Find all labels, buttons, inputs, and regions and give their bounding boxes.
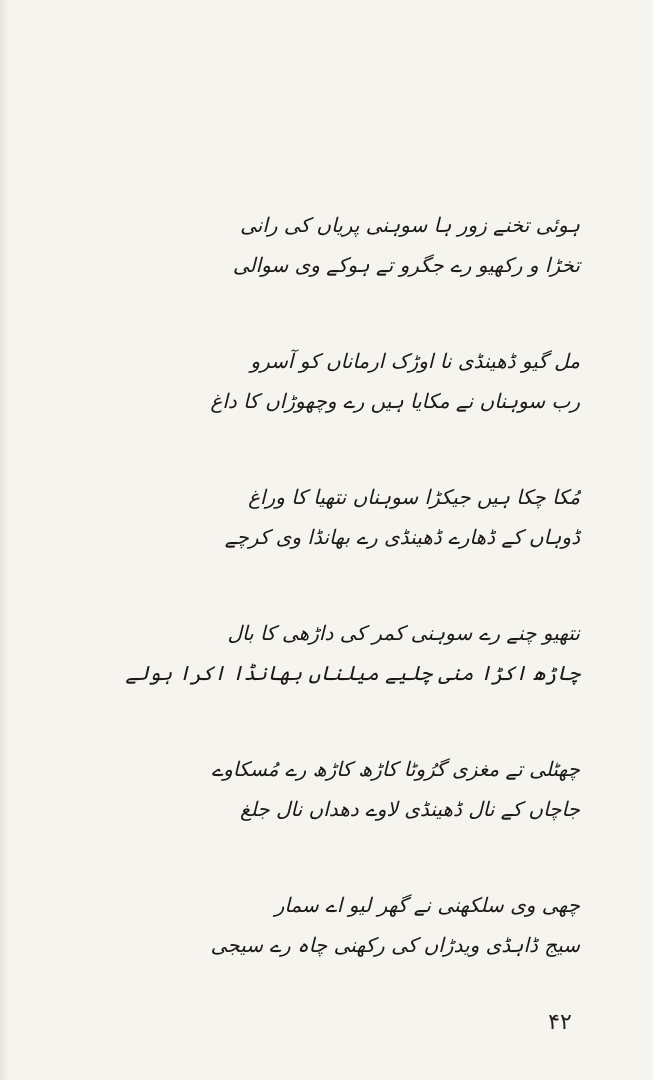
stanza xyxy=(110,885,580,965)
verse-line: سیج ڈاہڈی ویدڑاں کی رکھنی چاہ رے سیجی xyxy=(210,933,580,957)
stanza xyxy=(110,341,580,421)
verse-line: جاچاں کے نال ڈھینڈی لاوے دھداں نال جلغ xyxy=(239,797,580,821)
page-edge xyxy=(653,0,657,1080)
verse-line: ہوئی تخنے زور ہا سوہنی پریاں کی رانی xyxy=(240,213,580,237)
verse-line: نتھیو چنے رے سوہنی کمر کی داڑھی کا بال xyxy=(227,621,580,645)
verse-line: تخڑا و رکھیو رے جگرو تے ہوکے وی سوالی xyxy=(232,253,580,277)
verse-line: رب سوہناں نے مکایا ہیں رے وچھوڑاں کا داغ xyxy=(210,389,580,413)
verse-line: چاڑھ اکڑا منی چلیے میلناں بھانڈا اکرا ہولے xyxy=(125,661,580,685)
stanza xyxy=(110,749,580,829)
stanza xyxy=(110,613,580,693)
page-number: ۴۲ xyxy=(548,1010,572,1035)
verse-line: مُکا چکا ہیں جیکڑا سوہناں نتھیا کا وراغ xyxy=(248,485,580,509)
verse-line: ڈوہاں کے ڈھارے ڈھینڈی رے بھانڈا وی کرچے xyxy=(224,525,580,549)
verse-line: چھی وی سلکھنی نے گھر لیو اے سمار xyxy=(274,893,580,917)
stanza xyxy=(110,477,580,557)
stanza xyxy=(110,205,580,285)
poem-body xyxy=(110,205,580,1021)
page-spine-shadow xyxy=(0,0,10,1080)
verse-line: مل گیو ڈھینڈی نا اوڑک ارماناں کو آسرو xyxy=(250,349,580,373)
verse-line: چھٹلی تے مغزی گرُوٹا کاڑھ کاڑھ رے مُسکاوے xyxy=(211,757,580,781)
